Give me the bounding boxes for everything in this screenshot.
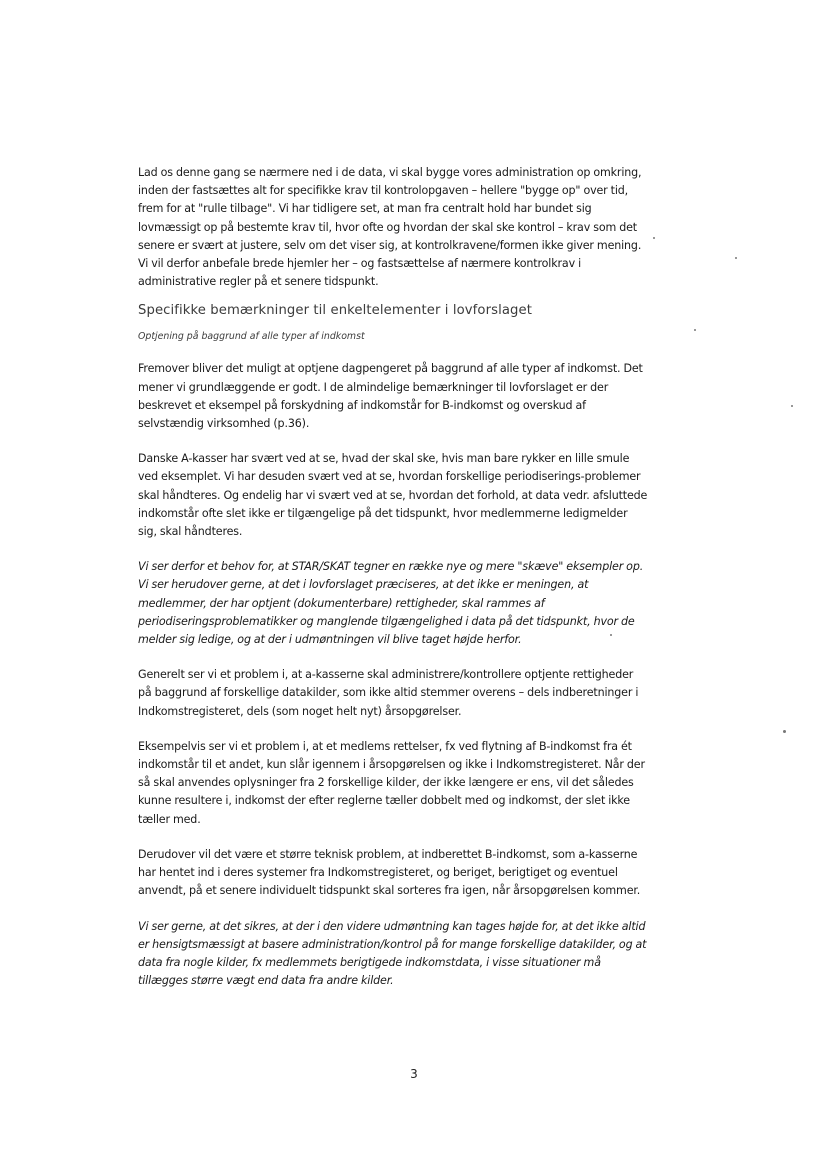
document-body	[138, 164, 648, 990]
paragraph-4: Generelt ser vi et problem i, at a-kasserne skal administrere/kontrollere optjente rettigheder på baggrund af forskellige datakilder, som ikke altid stemmer overens – dels indberetninger i Indkomstregisteret, dels (som noget helt nyt) årsopgørelser.	[138, 668, 639, 718]
paragraph-7-italic: Vi ser gerne, at det sikres, at der i den videre udmøntning kan tages højde for, at det ikke altid er hensigtsmæssigt at basere administration/kontrol på for mange forskellige datakilder, og at data fra nogle kilder, fx medlemmets berigtigede indkomstdata, i visse situationer må tillægges større vægt end data fra andre kilder.	[138, 919, 647, 988]
scan-speck	[783, 730, 786, 733]
section-heading: Specifikke bemærkninger til enkeltelementer i lovforslaget	[138, 303, 532, 319]
paragraph-3-italic: Vi ser derfor et behov for, at STAR/SKAT tegner en række nye og mere "skæve" eksempler op. Vi ser herudover gerne, at det i lovforslaget præciseres, at det ikke er meningen, at medlemmer, der har optjent (dokumenterbare) rettigheder, skal rammes af periodiseringsproblematikker og manglende tilgængelighed i data på det tidspunkt, hvor de melder sig ledige, og at der i udmøntningen vil blive taget højde herfor.	[138, 560, 644, 647]
scan-speck	[653, 237, 655, 239]
paragraph-1: Fremover bliver det muligt at optjene dagpengeret på baggrund af alle typer af indkomst. Det mener vi grundlæggende er godt. I de almindelige bemærkninger til lovforslaget er der beskrevet et eksempel på forskydning af indkomstår for B-indkomst og overskud af selvstændig virksomhed (p.36).	[138, 362, 643, 431]
paragraph-2: Danske A-kasser har svært ved at se, hvad der skal ske, hvis man bare rykker en lille smule ved eksemplet. Vi har desuden svært ved at se, hvordan forskellige periodiserings-problemer skal håndteres. Og endelig har vi svært ved at se, hvordan det forhold, at data vedr. afsluttede indkomstår ofte slet ikke er tilgængelige på det tidspunkt, hvor medlemmerne ledigmelder sig, skal håndteres.	[138, 452, 648, 539]
paragraph-6: Derudover vil det være et større teknisk problem, at indberettet B-indkomst, som a-kasserne har hentet ind i deres systemer fra Indkomstregisteret, og beriget, berigtiget og eventuel anvendt, på et senere individuelt tidspunkt skal sorteres fra igen, når årsopgørelsen kommer.	[138, 847, 641, 898]
paragraph-intro: Lad os denne gang se nærmere ned i de data, vi skal bygge vores administration op omkring, inden der fastsættes alt for specifikke krav til kontrolopgaven – hellere "bygge op" over tid, frem for at "rulle tilbage". Vi har tidligere set, at man fra centralt hold har bundet sig lovmæssigt op på bestemte krav til, hvor ofte og hvordan der skal ske kontrol – krav som det senere er svært at justere, selv om det viser sig, at kontrolkravene/formen ikke giver mening. Vi vil derfor anbefale brede hjemler her – og fastsættelse af nærmere kontrolkrav i administrative regler på et senere tidspunkt.	[138, 166, 642, 289]
scan-speck	[610, 634, 612, 636]
page-number: 3	[410, 1067, 418, 1081]
scan-speck	[735, 257, 737, 259]
scan-speck	[791, 405, 793, 407]
scan-speck	[694, 329, 696, 331]
subheading: Optjening på baggrund af alle typer af indkomst	[138, 331, 365, 343]
paragraph-5: Eksempelvis ser vi et problem i, at et medlems rettelser, fx ved flytning af B-indkomst fra ét indkomstår til et andet, kun slår igennem i årsopgørelsen og ikke i Indkomstregisteret. Når der så skal anvendes oplysninger fra 2 forskellige kilder, der ikke længere er ens, vil det således kunne resultere i, indkomst der efter reglerne tæller dobbelt med og indkomst, der slet ikke tæller med.	[138, 739, 645, 826]
